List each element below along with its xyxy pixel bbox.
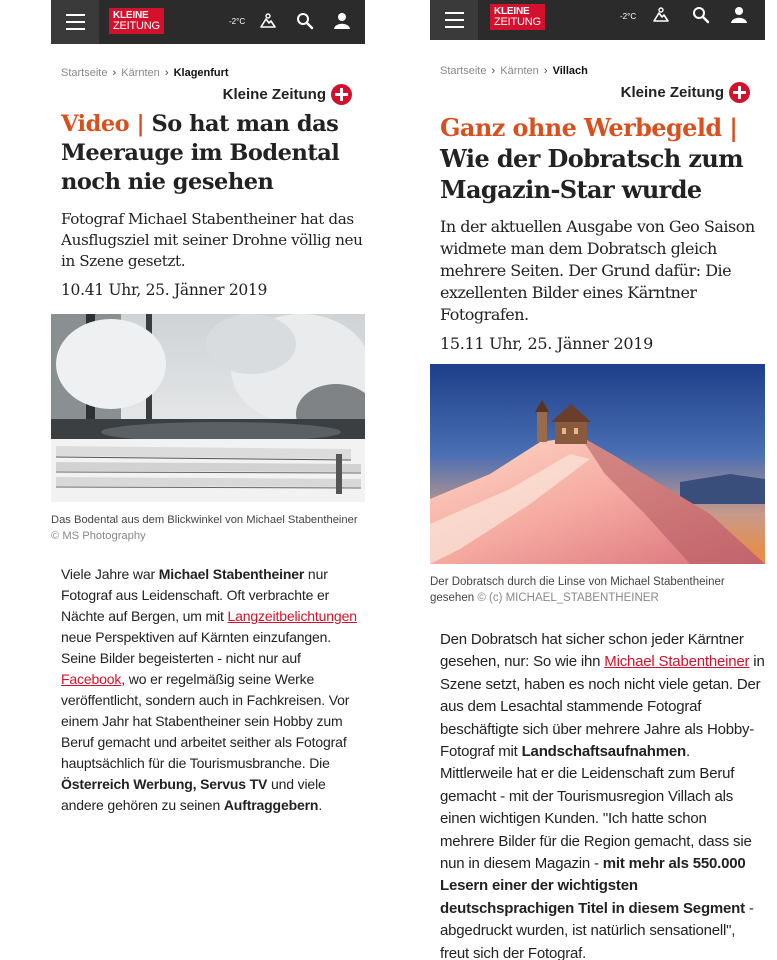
breadcrumb-current[interactable]: Klagenfurt: [173, 67, 229, 79]
breadcrumb: [61, 67, 229, 79]
headline-kicker: Video |: [61, 111, 145, 137]
body-text: in Szene setzt, haben es noch nicht viele getan. Der aus dem Lesachtal stammende Fotograf beschäftigte sich über mehrere Jahre als Hobby-Fotograf mit: [440, 653, 765, 761]
top-bar: [51, 0, 365, 44]
breadcrumb: [440, 65, 588, 77]
user-icon[interactable]: [729, 5, 749, 25]
body-text: . Mittlerweile hat er die Leidenschaft zum Beruf gemacht - mit der Tourismusregion Villach als einen wichtigen Kunden. "Ich hatte schon mehrere Bilder für die Region gemacht, dass sie nun in diesem Magazin -: [440, 743, 752, 873]
article-body: [61, 564, 359, 816]
caption-text: Das Bodental aus dem Blickwinkel von Michael Stabentheiner: [51, 514, 358, 526]
page-title: [440, 112, 765, 205]
breadcrumb-separator: ›: [164, 67, 169, 79]
article-panel-right: [430, 0, 765, 960]
brand-plus[interactable]: [621, 82, 750, 103]
breadcrumb-separator: ›: [112, 67, 117, 79]
plus-icon: [729, 82, 750, 103]
logo[interactable]: [490, 4, 545, 30]
logo-line1: KLEINE: [113, 10, 149, 21]
body-bold: Österreich Werbung, Servus TV: [61, 776, 268, 792]
body-text: neue Perspektiven auf Kärnten einzufangen. Seine Bilder begeisterten - nicht nur auf: [61, 629, 332, 666]
weather-mountain-icon[interactable]: [258, 11, 278, 31]
breadcrumb-region[interactable]: Kärnten: [121, 67, 160, 79]
logo-line1: KLEINE: [494, 6, 530, 17]
brand-label: Kleine Zeitung: [620, 84, 724, 101]
body-bold: Landschaftsaufnahmen: [521, 743, 686, 761]
link-langzeitbelichtungen[interactable]: Langzeitbelichtungen: [227, 608, 357, 624]
lead-text: In der aktuellen Ausgabe von Geo Saison widmete man dem Dobratsch gleich mehrere Seiten. Der Grund dafür: Die exzellenten Bilder eines Kärntner Fotografen.: [440, 217, 755, 324]
body-bold: mit mehr als 550.000 Lesern einer der wichtigsten deutschsprachigen Titel in diesem Segment: [440, 855, 746, 917]
body-text: und viele andere gehören zu seinen: [61, 776, 326, 813]
breadcrumb-region[interactable]: Kärnten: [500, 65, 539, 77]
breadcrumb-current[interactable]: Villach: [552, 65, 588, 77]
page-title: [61, 110, 361, 197]
publish-date: 10.41 Uhr, 25. Jänner 2019: [61, 281, 268, 299]
weather-mountain-icon[interactable]: [651, 5, 671, 25]
article-body: [440, 629, 765, 960]
brand-label: Kleine Zeitung: [222, 86, 326, 103]
article-photo[interactable]: [51, 314, 365, 502]
breadcrumb-separator: ›: [491, 65, 496, 77]
publish-date: 15.11 Uhr, 25. Jänner 2019: [440, 334, 653, 353]
temperature: -2°C: [229, 17, 246, 26]
caption-credit: © MS Photography: [51, 529, 146, 542]
body-bold: Auftraggebern: [223, 797, 319, 813]
headline-title: So hat man das Meerauge im Bodental noch nie gesehen: [61, 111, 340, 195]
body-bold: Michael Stabentheiner: [158, 566, 305, 582]
brand-plus[interactable]: [223, 84, 352, 105]
headline-kicker: Ganz ohne Werbegeld |: [440, 113, 738, 142]
temperature: -2°C: [620, 12, 637, 21]
breadcrumb-home[interactable]: Startseite: [440, 65, 487, 77]
caption-text: Der Dobratsch durch die Linse von Michael Stabentheiner gesehen: [430, 576, 725, 604]
user-icon[interactable]: [332, 11, 352, 31]
article-panel-left: [51, 0, 365, 960]
plus-icon: [331, 84, 352, 105]
body-text: - abgedruckt wurden, ist natürlich sensationell", freut sich der Fotograf.: [440, 899, 754, 960]
body-text: Den Dobratsch hat sicher schon jeder Kärntner gesehen, nur: So wie ihn: [440, 631, 744, 671]
article-photo[interactable]: [430, 364, 765, 564]
body-text: .: [318, 797, 323, 813]
top-bar: [430, 0, 765, 40]
search-icon[interactable]: [295, 11, 315, 31]
body-text: Viele Jahre war: [61, 566, 159, 582]
lead-text: Fotograf Michael Stabentheiner hat das Ausflugsziel mit seiner Drohne völlig neu in Szene gesetzt.: [61, 210, 363, 270]
breadcrumb-separator: ›: [543, 65, 548, 77]
menu-icon[interactable]: [430, 0, 478, 40]
logo[interactable]: [109, 8, 164, 34]
menu-icon[interactable]: [51, 0, 99, 44]
caption-credit: © (c) MICHAEL_STABENTHEINER: [477, 591, 659, 604]
body-text: , wo er regelmäßig seine Werke veröffentlicht, sondern auch in Fachkreisen. Vor einem Jahr hat Stabentheiner sein Hobby zum Beruf gemacht und arbeitet seither als Fotograf hauptsächlich für die Tourismusbranche. Die: [61, 671, 350, 771]
headline-title: Wie der Dobratsch zum Magazin-Star wurde: [440, 144, 744, 204]
photo-caption: [51, 513, 365, 544]
body-text: nur Fotograf aus Leidenschaft. Oft verbrachte er Nächte auf Bergen, um mit: [61, 566, 330, 624]
photo-caption: [430, 575, 765, 606]
logo-line2: ZEITUNG: [113, 20, 160, 32]
link-facebook[interactable]: Facebook: [61, 671, 122, 687]
logo-line2: ZEITUNG: [494, 16, 541, 28]
breadcrumb-home[interactable]: Startseite: [61, 67, 108, 79]
link-michael-stabentheiner[interactable]: Michael Stabentheiner: [604, 653, 750, 671]
search-icon[interactable]: [691, 5, 711, 25]
